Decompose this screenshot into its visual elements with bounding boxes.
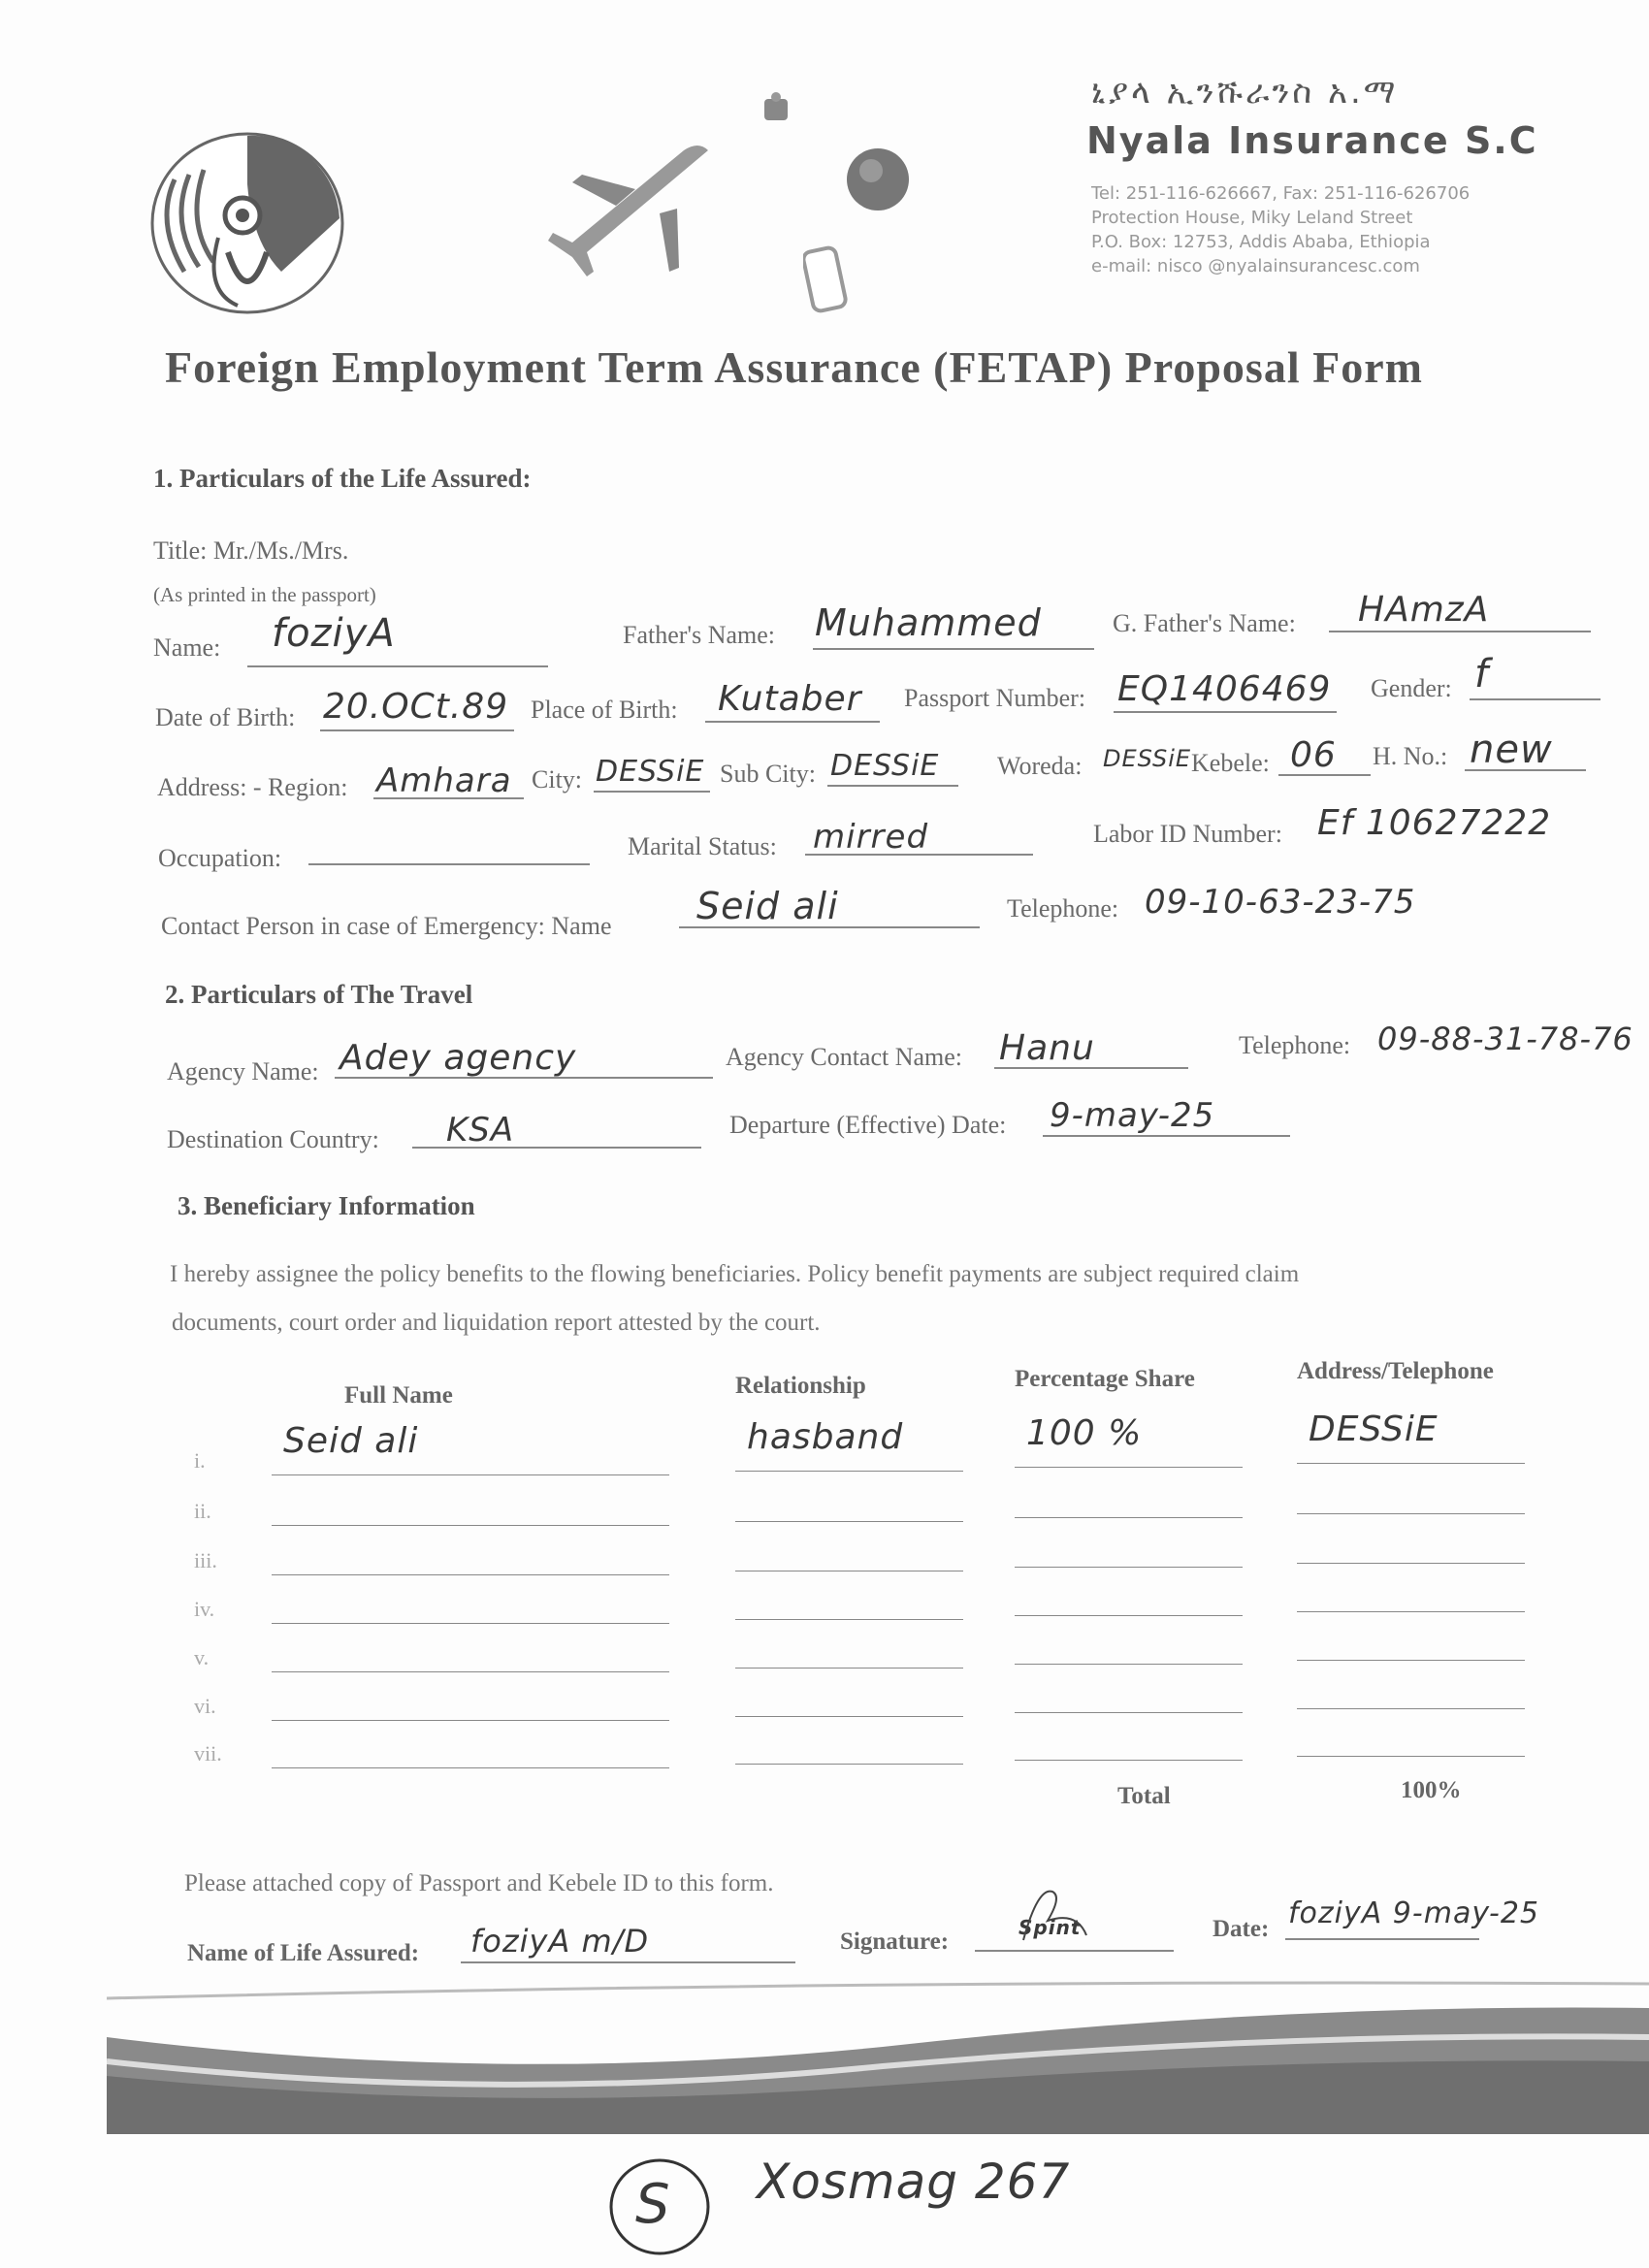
date-value[interactable]: foziyA 9-may-25 bbox=[1288, 1896, 1540, 1930]
labor-id-value[interactable]: Ef 10627222 bbox=[1317, 803, 1552, 843]
agency-contact-value[interactable]: Hanu bbox=[999, 1028, 1095, 1068]
company-name-amharic: ኒያላ ኢንሹራንስ አ.ማ bbox=[1091, 73, 1399, 112]
nyala-logo-icon bbox=[146, 126, 354, 320]
occupation-line[interactable] bbox=[308, 863, 590, 865]
life-assured-value[interactable]: foziyA m/D bbox=[470, 1923, 650, 1960]
company-po-box: P.O. Box: 12753, Addis Ababa, Ethiopia bbox=[1091, 232, 1431, 252]
beneficiary-address-field[interactable] bbox=[1297, 1708, 1525, 1709]
subcity-value[interactable]: DESSiE bbox=[830, 749, 940, 783]
beneficiary-relationship-field[interactable] bbox=[735, 1716, 963, 1717]
beneficiary-row-number: iv. bbox=[194, 1597, 215, 1621]
header-full-name: Full Name bbox=[344, 1382, 453, 1409]
gfather-name-value[interactable]: HAmzA bbox=[1358, 590, 1490, 630]
beneficiary-relationship-field[interactable] bbox=[735, 1521, 963, 1522]
beneficiary-percentage-field[interactable] bbox=[1015, 1664, 1243, 1665]
beneficiary-percentage-value: 100 % bbox=[1026, 1413, 1143, 1453]
beneficiary-row-number: vi. bbox=[194, 1694, 216, 1718]
beneficiary-address-field[interactable] bbox=[1297, 1513, 1525, 1514]
passport-number-line bbox=[1114, 711, 1337, 713]
marital-status-value[interactable]: mirred bbox=[813, 818, 929, 857]
beneficiary-row-number: v. bbox=[194, 1645, 210, 1669]
dob-value[interactable]: 20.OCt.89 bbox=[323, 687, 509, 727]
signature-value[interactable]: Spint bbox=[1018, 1916, 1082, 1939]
name-value[interactable]: foziyA bbox=[272, 611, 396, 656]
beneficiary-address-field[interactable] bbox=[1297, 1563, 1525, 1564]
beneficiary-name-field[interactable] bbox=[272, 1767, 669, 1768]
beneficiary-relationship-field[interactable] bbox=[735, 1764, 963, 1765]
father-name-value[interactable]: Muhammed bbox=[815, 601, 1042, 644]
subcity-label: Sub City: bbox=[720, 760, 816, 788]
footer-wave-icon bbox=[107, 1979, 1649, 2134]
agency-name-label: Agency Name: bbox=[167, 1057, 319, 1085]
passport-number-value[interactable]: EQ1406469 bbox=[1117, 669, 1332, 709]
beneficiary-address-value: DESSiE bbox=[1309, 1409, 1439, 1449]
city-value[interactable]: DESSiE bbox=[596, 755, 705, 789]
marital-status-label: Marital Status: bbox=[628, 832, 777, 860]
departure-date-label: Departure (Effective) Date: bbox=[729, 1111, 1007, 1139]
airplane-icon bbox=[543, 136, 718, 281]
beneficiary-text-line-1: I hereby assignee the policy benefits to the flowing beneficiaries. Policy benefit payments are subject required claim bbox=[170, 1261, 1300, 1287]
beneficiary-row-number: ii. bbox=[194, 1499, 211, 1523]
signature-label: Signature: bbox=[840, 1928, 950, 1955]
annotation-text: Xosmag 267 bbox=[757, 2154, 1071, 2210]
beneficiary-relationship-field[interactable] bbox=[735, 1471, 963, 1472]
beneficiary-text-line-2: documents, court order and liquidation report attested by the court. bbox=[172, 1310, 821, 1336]
beneficiary-name-field[interactable] bbox=[272, 1525, 669, 1526]
company-name: Nyala Insurance S.C bbox=[1086, 119, 1538, 162]
company-contact bbox=[1091, 181, 1470, 278]
departure-date-line bbox=[1043, 1135, 1290, 1137]
signature-line bbox=[975, 1950, 1174, 1952]
emergency-contact-label: Contact Person in case of Emergency: Name bbox=[161, 912, 612, 940]
passport-note: (As printed in the passport) bbox=[153, 583, 376, 606]
dob-label: Date of Birth: bbox=[155, 703, 296, 731]
life-assured-line bbox=[461, 1961, 795, 1963]
footer-band bbox=[107, 1979, 1649, 2134]
beneficiary-name-field[interactable] bbox=[272, 1474, 669, 1475]
destination-country-value[interactable]: KSA bbox=[446, 1111, 515, 1150]
kebele-value[interactable]: 06 bbox=[1290, 735, 1337, 775]
total-label: Total bbox=[1117, 1783, 1171, 1809]
dob-line bbox=[320, 729, 514, 731]
beneficiary-row-number: i. bbox=[194, 1448, 206, 1473]
beneficiary-row-number: vii. bbox=[194, 1741, 222, 1766]
departure-date-value[interactable]: 9-may-25 bbox=[1050, 1096, 1215, 1135]
house-no-value[interactable]: new bbox=[1470, 728, 1553, 772]
annotation-number: S bbox=[635, 2173, 671, 2236]
beneficiary-name-field[interactable] bbox=[272, 1574, 669, 1575]
date-line bbox=[1285, 1938, 1479, 1940]
company-tel: Tel: 251-116-626667, Fax: 251-116-626706 bbox=[1091, 183, 1471, 204]
beneficiary-relationship-value: hasband bbox=[747, 1417, 904, 1457]
beneficiary-name-field[interactable] bbox=[272, 1720, 669, 1721]
beneficiary-percentage-field[interactable] bbox=[1015, 1615, 1243, 1616]
beneficiary-relationship-field[interactable] bbox=[735, 1619, 963, 1620]
gfather-name-line bbox=[1329, 631, 1591, 632]
name-line bbox=[247, 665, 548, 667]
section-3-title: 3. Beneficiary Information bbox=[178, 1191, 475, 1220]
house-no-label: H. No.: bbox=[1373, 742, 1448, 770]
emergency-telephone-label: Telephone: bbox=[1007, 894, 1119, 923]
city-line bbox=[594, 791, 710, 793]
phone-icon bbox=[803, 244, 848, 317]
passport-number-label: Passport Number: bbox=[904, 684, 1086, 712]
place-of-birth-label: Place of Birth: bbox=[531, 696, 678, 724]
gfather-name-label: G. Father's Name: bbox=[1113, 609, 1296, 637]
form-title: Foreign Employment Term Assurance (FETAP) Proposal Form bbox=[165, 342, 1423, 392]
header-percentage: Percentage Share bbox=[1015, 1366, 1195, 1392]
header-address: Address/Telephone bbox=[1297, 1358, 1494, 1384]
gender-label: Gender: bbox=[1371, 674, 1452, 702]
total-value: 100% bbox=[1401, 1777, 1462, 1803]
life-assured-label: Name of Life Assured: bbox=[187, 1940, 420, 1966]
subcity-line bbox=[827, 785, 958, 787]
beneficiary-address-field[interactable] bbox=[1297, 1463, 1525, 1464]
beneficiary-name-value: Seid ali bbox=[283, 1421, 419, 1461]
beneficiary-address-field[interactable] bbox=[1297, 1611, 1525, 1612]
region-value[interactable]: Amhara bbox=[376, 761, 512, 800]
emergency-contact-value[interactable]: Seid ali bbox=[696, 885, 839, 927]
beneficiary-row-number: iii. bbox=[194, 1548, 217, 1572]
woreda-label: Woreda: bbox=[997, 752, 1083, 780]
gender-line bbox=[1470, 698, 1600, 700]
name-label: Name: bbox=[153, 633, 221, 662]
beneficiary-percentage-field[interactable] bbox=[1015, 1760, 1243, 1761]
city-label: City: bbox=[532, 765, 583, 794]
date-label: Date: bbox=[1212, 1916, 1270, 1942]
emergency-telephone-value[interactable]: 09-10-63-23-75 bbox=[1145, 883, 1416, 922]
section-1-title: 1. Particulars of the Life Assured: bbox=[153, 464, 532, 493]
beneficiary-percentage-field[interactable] bbox=[1015, 1517, 1243, 1518]
header-relationship: Relationship bbox=[735, 1373, 866, 1399]
agency-telephone-value[interactable]: 09-88-31-78-76 bbox=[1377, 1021, 1633, 1057]
gender-value[interactable]: f bbox=[1474, 652, 1490, 697]
destination-country-label: Destination Country: bbox=[167, 1125, 379, 1153]
labor-id-label: Labor ID Number: bbox=[1093, 820, 1282, 848]
place-of-birth-value[interactable]: Kutaber bbox=[718, 679, 862, 719]
beneficiary-percentage-field[interactable] bbox=[1015, 1467, 1243, 1468]
beneficiary-percentage-field[interactable] bbox=[1015, 1712, 1243, 1713]
woreda-value[interactable]: DESSiE bbox=[1103, 745, 1192, 772]
attach-note: Please attached copy of Passport and Kebele ID to this form. bbox=[184, 1870, 774, 1896]
title-label: Title: Mr./Ms./Mrs. bbox=[153, 536, 349, 565]
section-2-title: 2. Particulars of The Travel bbox=[165, 980, 473, 1009]
beneficiary-relationship-field[interactable] bbox=[735, 1668, 963, 1669]
father-name-label: Father's Name: bbox=[623, 621, 776, 649]
signature-scribble-icon bbox=[1009, 1882, 1096, 1950]
beneficiary-name-field[interactable] bbox=[272, 1671, 669, 1672]
crown-icon bbox=[757, 89, 795, 128]
agency-name-value[interactable]: Adey agency bbox=[340, 1038, 577, 1078]
beneficiary-name-field[interactable] bbox=[272, 1623, 669, 1624]
beneficiary-percentage-field[interactable] bbox=[1015, 1567, 1243, 1568]
company-address: Protection House, Miky Leland Street bbox=[1091, 208, 1413, 228]
company-email: e-mail: nisco @nyalainsurancesc.com bbox=[1091, 256, 1420, 276]
agency-telephone-label: Telephone: bbox=[1239, 1031, 1351, 1059]
occupation-label: Occupation: bbox=[158, 844, 282, 872]
agency-contact-label: Agency Contact Name: bbox=[726, 1043, 963, 1071]
kebele-label: Kebele: bbox=[1191, 749, 1270, 777]
place-of-birth-line bbox=[705, 721, 880, 723]
father-name-line bbox=[813, 648, 1094, 650]
beneficiary-address-field[interactable] bbox=[1297, 1660, 1525, 1661]
beneficiary-address-field[interactable] bbox=[1297, 1756, 1525, 1757]
region-label: Address: - Region: bbox=[157, 773, 348, 801]
globe-icon bbox=[844, 146, 912, 213]
